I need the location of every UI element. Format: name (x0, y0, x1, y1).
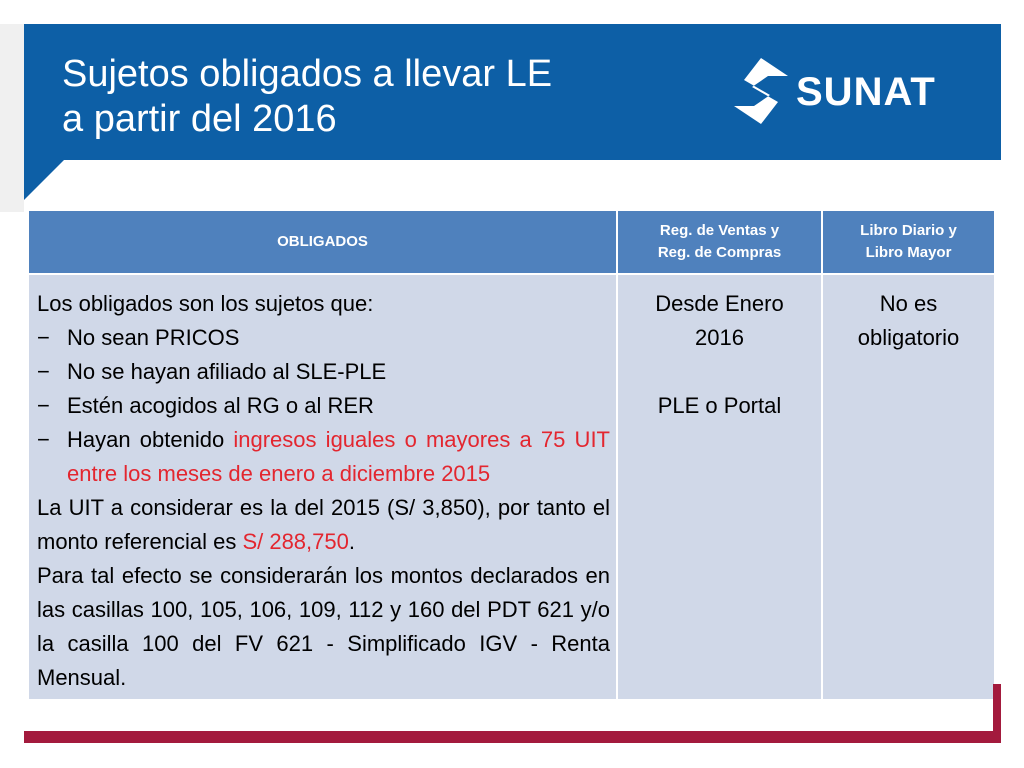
header-registros (617, 210, 822, 274)
libros-status-line-2: obligatorio (857, 325, 960, 350)
uit-amount-highlight: S/ 288,750 (242, 529, 349, 554)
header-libros (822, 210, 995, 274)
dash-bullet: − (37, 325, 50, 350)
footer-accent-bar (993, 684, 1001, 732)
header-libros-line-1: Libro Diario y (860, 222, 957, 239)
header-registros-line-2: Reg. de Compras (657, 244, 782, 261)
list-item (37, 423, 610, 491)
requirement-text: Estén acogidos al RG o al RER (67, 393, 374, 418)
slide-title (62, 52, 702, 142)
header-libros-line-2: Libro Mayor (865, 244, 952, 261)
income-threshold-highlight: ingresos iguales o mayores a 75 UIT entre los meses de enero a diciembre 2015 (67, 427, 610, 486)
sunat-logo (730, 56, 978, 126)
list-item (37, 321, 610, 355)
list-item (37, 355, 610, 389)
header-obligados (28, 210, 617, 274)
list-item (37, 389, 610, 423)
dash-bullet: − (37, 427, 50, 452)
obligados-table (27, 209, 996, 701)
logo-wordmark: SUNAT (796, 70, 936, 114)
requirement-text: No se hayan afiliado al SLE-PLE (67, 359, 387, 384)
registros-cell (617, 274, 822, 700)
title-line-1: Sujetos obligados a llevar LE (62, 53, 553, 95)
requirements-list (37, 321, 610, 491)
libros-status-line-1: No es (879, 291, 938, 316)
table-row (28, 274, 995, 700)
header-corner-fold (24, 160, 64, 200)
spacer (622, 355, 817, 389)
registros-start-line-2: 2016 (695, 325, 744, 350)
libros-cell (822, 274, 995, 700)
uit-paragraph (37, 491, 610, 559)
requirement-text: Hayan obtenido (67, 427, 234, 452)
intro-text: Los obligados son los sujetos que: (37, 291, 374, 316)
requirement-text: No sean PRICOS (67, 325, 240, 350)
efecto-paragraph: Para tal efecto se considerarán los montos declarados en las casillas 100, 105, 106, 109, 112 y 160 del PDT 621 y/o la casilla 100 del FV 621 - Simplificado IGV - Renta Mensual. (37, 563, 610, 690)
header-registros-line-1: Reg. de Ventas y (659, 222, 780, 239)
left-shadow-strip (0, 24, 24, 212)
dash-bullet: − (37, 359, 50, 384)
registros-medium: PLE o Portal (657, 393, 782, 418)
registros-start-line-1: Desde Enero (655, 291, 784, 316)
dash-bullet: − (37, 393, 50, 418)
sunat-s-emblem-icon (730, 56, 792, 126)
obligados-description-cell (28, 274, 617, 700)
table-header-row (28, 210, 995, 274)
title-line-2: a partir del 2016 (62, 98, 337, 140)
uit-text-end: . (348, 529, 355, 554)
header-obligados-label: OBLIGADOS (277, 233, 368, 250)
footer-bar (24, 731, 1001, 743)
uit-text: La UIT a considerar es la del 2015 (S/ 3,850), por tanto el monto referencial es (37, 495, 610, 554)
